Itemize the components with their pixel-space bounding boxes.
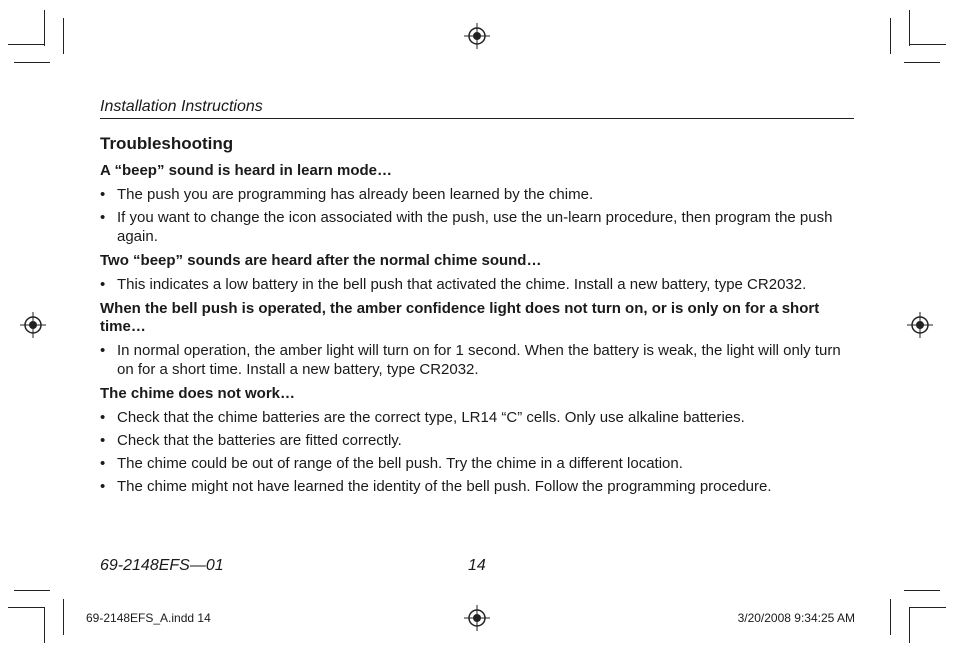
list-item [100,185,852,204]
crop-mark [14,62,50,63]
bullet-list [100,408,852,496]
header-title: Installation Instructions [100,98,263,115]
bullet-marker: • [100,186,106,203]
crop-mark [909,607,910,643]
list-item-text: This indicates a low battery in the bell push that activated the chime. Install a new battery, type CR2032. [117,276,807,293]
list-item-text: The chime might not have learned the identity of the bell push. Follow the programming procedure. [117,478,772,495]
crop-mark [910,607,946,608]
bullet-marker: • [100,455,106,472]
list-item-text: If you want to change the icon associated with the push, use the un-learn procedure, then program the push again. [117,209,833,245]
registration-mark-icon [464,605,490,631]
section-title: Troubleshooting [100,134,234,153]
bullet-list [100,275,852,294]
bullet-list [100,341,852,379]
crop-mark [44,10,45,46]
slug-file-name: 69-2148EFS_A.indd 14 [86,611,211,625]
crop-mark [44,607,45,643]
list-item [100,275,852,294]
registration-mark-icon [907,312,933,338]
list-item [100,431,852,450]
crop-mark [910,44,946,45]
list-item [100,477,852,496]
bullet-marker: • [100,432,106,449]
subsection-heading: The chime does not work… [100,385,296,402]
list-item [100,408,852,427]
page-number: 14 [468,557,486,574]
document-number: 69-2148EFS—01 [100,557,224,574]
list-item-text: Check that the chime batteries are the correct type, LR14 “C” cells. Only use alkaline batteries. [117,409,745,426]
troubleshooting-section [100,134,852,502]
bullet-marker: • [100,276,106,293]
crop-mark [63,18,64,54]
bullet-marker: • [100,342,106,359]
crop-mark [904,590,940,591]
bullet-marker: • [100,209,106,226]
bullet-marker: • [100,478,106,495]
subsection-heading: A “beep” sound is heard in learn mode… [100,162,392,179]
list-item [100,341,852,379]
crop-mark [909,10,910,46]
crop-mark [890,599,891,635]
list-item [100,208,852,246]
crop-mark [14,590,50,591]
list-item-text: The chime could be out of range of the bell push. Try the chime in a different location. [117,455,683,472]
list-item-text: Check that the batteries are fitted correctly. [117,432,402,449]
crop-mark [890,18,891,54]
crop-mark [8,44,44,45]
subsection-heading: Two “beep” sounds are heard after the normal chime sound… [100,252,542,269]
registration-mark-icon [20,312,46,338]
list-item-text: In normal operation, the amber light will turn on for 1 second. When the battery is weak, the light will only turn on for a short time. Install a new battery, type CR2032. [117,342,841,378]
list-item-text: The push you are programming has already been learned by the chime. [117,186,594,203]
crop-mark [8,607,44,608]
subsection-heading: When the bell push is operated, the amber confidence light does not turn on, or is only on for a short time… [100,300,820,335]
bullet-list [100,185,852,246]
bullet-marker: • [100,409,106,426]
crop-mark [63,599,64,635]
running-header [100,98,854,119]
registration-mark-icon [464,23,490,49]
crop-mark [904,62,940,63]
slug-timestamp: 3/20/2008 9:34:25 AM [737,611,855,625]
list-item [100,454,852,473]
